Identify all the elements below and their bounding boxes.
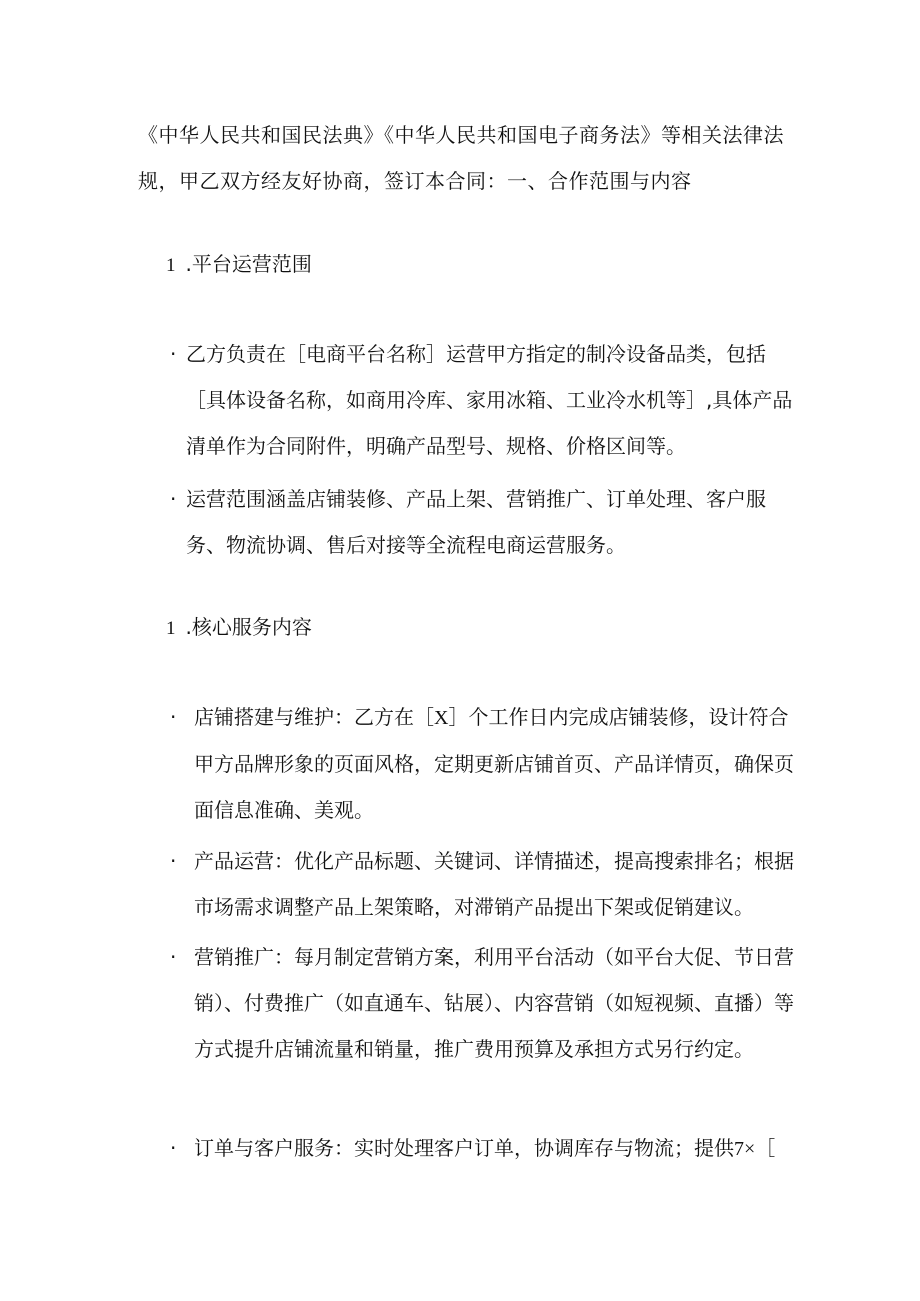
- list-item-text: 运营范围涵盖店铺装修、产品上架、营销推广、订单处理、客户服务、物流协调、售后对接等全流程电商运营服务。: [186, 487, 766, 557]
- section-title: .核心服务内容: [185, 615, 312, 639]
- section-heading-core-services: [166, 612, 312, 644]
- section-heading-platform-scope: [166, 249, 312, 281]
- list-item: [170, 838, 794, 930]
- section-number: 1: [166, 255, 176, 276]
- bullet-icon: ·: [170, 849, 177, 873]
- list-item-text: 营销推广：每月制定营销方案，利用平台活动（如平台大促、节日营销）、付费推广（如直通车、钻展）、内容营销（如短视频、直播）等方式提升店铺流量和销量，推广费用预算及承担方式另行约定。: [194, 945, 794, 1061]
- bullet-icon: ·: [170, 487, 177, 511]
- placeholder-x: X: [434, 707, 449, 729]
- bullet-icon: ·: [170, 705, 177, 729]
- list-item-text: 店铺搭建与维护：乙方在［: [194, 705, 434, 729]
- section-number: 1: [166, 618, 176, 639]
- section-title: .平台运营范围: [185, 252, 312, 276]
- intro-paragraph: 《中华人民共和国民法典》《中华人民共和国电子商务法》等相关法律法规，甲乙双方经友好协商，签订本合同：一、合作范围与内容: [138, 123, 784, 193]
- bullet-icon: ·: [170, 342, 177, 366]
- list-item-text-cont: 7×［: [734, 1138, 776, 1160]
- list-item: [170, 331, 796, 469]
- list-item: [170, 476, 786, 568]
- bullet-icon: ·: [170, 1136, 177, 1160]
- list-item-text: 产品运营：优化产品标题、关键词、详情描述，提高搜索排名；根据市场需求调整产品上架策略，对滞销产品提出下架或促销建议。: [194, 849, 794, 919]
- list-item: [170, 694, 794, 833]
- list-item-text: 乙方负责在［电商平台名称］运营甲方指定的制冷设备品类，包括［具体设备名称，如商用冷库、家用冰箱、工业冷水机等］,具体产品清单作为合同附件，明确产品型号、规格、价格区间等。: [186, 342, 793, 458]
- list-item: [170, 1125, 794, 1172]
- bullet-icon: ·: [170, 945, 177, 969]
- list-item-text: 订单与客户服务：实时处理客户订单，协调库存与物流；提供: [194, 1136, 734, 1160]
- list-item-text-cont: ］个工作日内完成店铺装修，设计符合甲方品牌形象的页面风格，定期更新店铺首页、产品详情页，确保页面信息准确、美观。: [194, 705, 794, 822]
- list-item: [170, 934, 794, 1072]
